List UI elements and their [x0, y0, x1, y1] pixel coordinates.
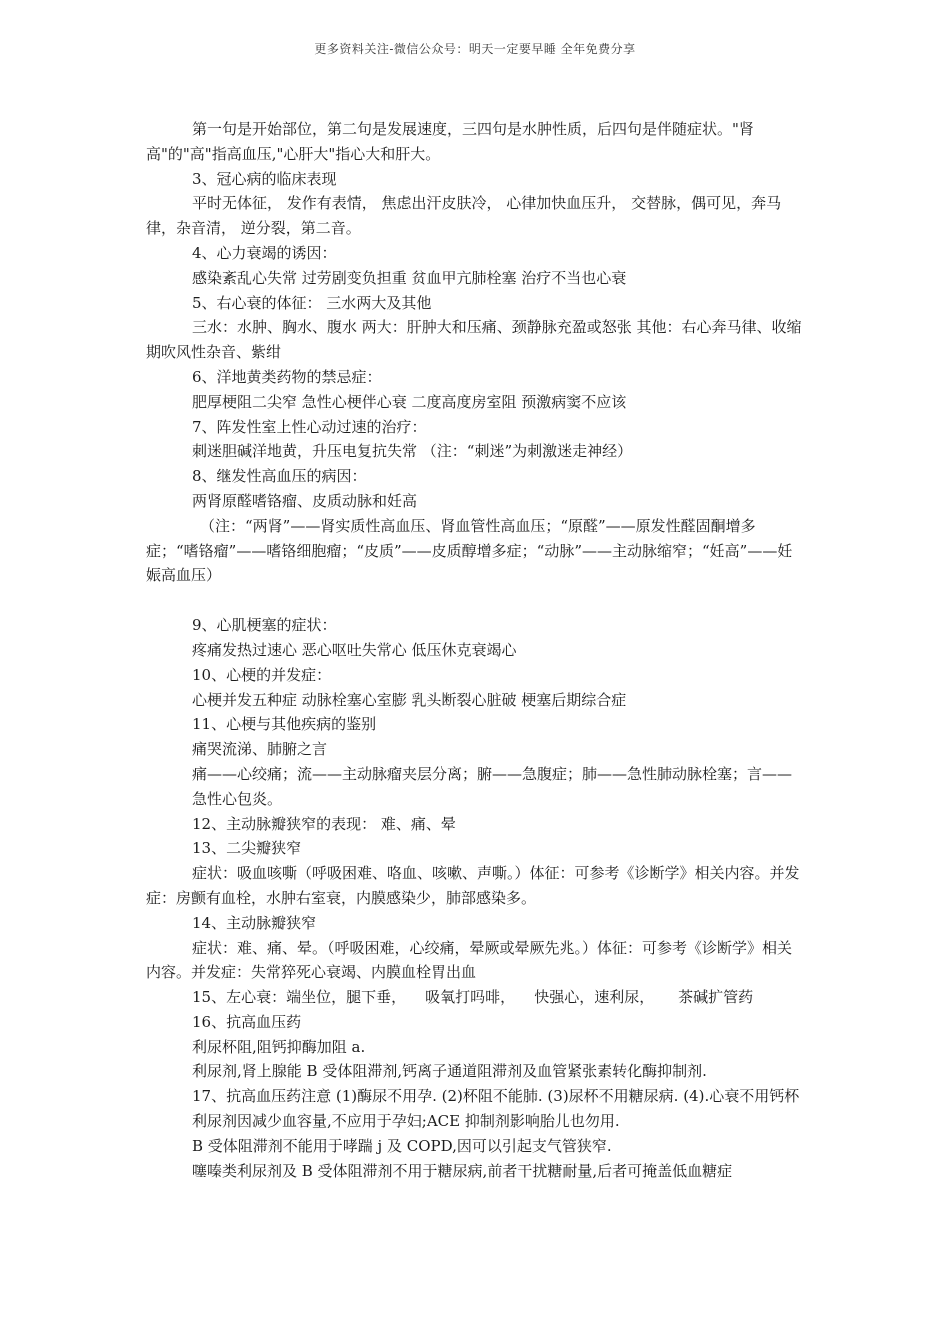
paragraph: 第一句是开始部位，第二句是发展速度，三四句是水肿性质，后四句是伴随症状。"肾高"的"高"指高血压,"心肝大"指心大和肝大。: [146, 120, 754, 163]
paragraph: 感染紊乱心失常 过劳剧变负担重 贫血甲亢肺栓塞 治疗不当也心衰: [192, 268, 627, 287]
paragraph: 噻嗪类利尿剂及 B 受体阻滞剂不用于糖尿病,前者干扰糖耐量,后者可掩盖低血糖症: [192, 1161, 733, 1180]
paragraph: B 受体阻滞剂不能用于哮踹 j 及 COPD,因可以引起支气管狭窄.: [192, 1136, 612, 1155]
section-heading: 8、继发性高血压的病因：: [192, 467, 367, 486]
paragraph: 平时无体征， 发作有表情， 焦虑出汗皮肤冷， 心律加快血压升， 交替脉，偶可见，奔马律，杂音清， 逆分裂，第二音。: [146, 194, 782, 238]
blank-line: [146, 588, 806, 613]
section-heading: 6、洋地黄类药物的禁忌症：: [192, 367, 382, 386]
section-heading: 16、抗高血压药: [192, 1012, 302, 1031]
section-heading: 12、主动脉瓣狭窄的表现： 难、痛、晕: [192, 814, 456, 833]
paragraph: 肥厚梗阻二尖窄 急性心梗伴心衰 二度高度房室阻 预激病窦不应该: [192, 392, 627, 411]
paragraph: 15、左心衰：端坐位，腿下垂， 吸氧打吗啡， 快强心，速利尿， 茶碱扩管药: [192, 988, 754, 1007]
section-heading: 3、冠心病的临床表现: [192, 169, 337, 188]
paragraph: 痛哭流涕、肺腑之言: [192, 740, 328, 759]
page-header: 更多资料关注-微信公众号：明天一定要早睡 全年免费分享: [314, 42, 636, 56]
paragraph: 症状：难、痛、晕。（呼吸困难，心绞痛，晕厥或晕厥先兆。）体征：可参考《诊断学》相关内容。并发症：失常猝死心衰竭、内膜血栓胃出血: [146, 938, 793, 982]
paragraph: 两肾原醛嗜铬瘤、皮质动脉和妊高: [192, 491, 418, 510]
paragraph: 17、抗高血压药注意 (1)酶尿不用孕. (2)杯阻不能肺. (3)尿杯不用糖尿病. (4).心衰不用钙杯: [192, 1087, 800, 1106]
section-heading: 10、心梗的并发症：: [192, 665, 332, 684]
section-heading: 5、右心衰的体征： 三水两大及其他: [192, 293, 432, 312]
section-heading: 9、心肌梗塞的症状：: [192, 616, 337, 635]
section-heading: 4、心力衰竭的诱因：: [192, 243, 337, 262]
section-heading: 14、主动脉瓣狭窄: [192, 913, 317, 932]
paragraph-note: （注：“两肾”——肾实质性高血压、肾血管性高血压；“原醛”——原发性醛固酮增多症；“嗜铬瘤”——嗜铬细胞瘤；“皮质”——皮质醇增多症；“动脉”——主动脉缩窄；“妊高”——妊娠高血压）: [146, 516, 793, 585]
document-body: [146, 117, 806, 1183]
paragraph: 疼痛发热过速心 恶心呕吐失常心 低压休克衰竭心: [192, 640, 517, 659]
paragraph: 利尿剂因减少血容量,不应用于孕妇;ACE 抑制剂影响胎儿也勿用.: [192, 1112, 620, 1131]
section-heading: 11、心梗与其他疾病的鉴别: [192, 715, 377, 734]
paragraph: 三水：水肿、胸水、腹水 两大：肝肿大和压痛、颈静脉充盈或怒张 其他：右心奔马律、收缩期吹风性杂音、紫绀: [146, 318, 802, 362]
paragraph: 利尿剂,肾上腺能 B 受体阻滞剂,钙离子通道阻滞剂及血管紧张素转化酶抑制剂.: [192, 1062, 707, 1081]
paragraph: 刺迷胆碱洋地黄，升压电复抗失常 （注：“刺迷”为刺激迷走神经）: [192, 442, 633, 461]
section-heading: 13、二尖瓣狭窄: [192, 839, 302, 858]
paragraph: 症状：吸血咳嘶（呼吸困难、咯血、咳嗽、声嘶。）体征：可参考《诊断学》相关内容。并发症：房颤有血栓，水肿右室衰，内膜感染少，肺部感染多。: [146, 864, 800, 907]
paragraph: 痛——心绞痛；流——主动脉瘤夹层分离；腑——急腹症；肺——急性肺动脉栓塞；言——急性心包炎。: [192, 764, 793, 808]
paragraph: 利尿杯阻,阻钙抑酶加阻 a.: [192, 1037, 366, 1056]
paragraph: 心梗并发五种症 动脉栓塞心室膨 乳头断裂心脏破 梗塞后期综合症: [192, 690, 627, 709]
section-heading: 7、阵发性室上性心动过速的治疗：: [192, 417, 427, 436]
